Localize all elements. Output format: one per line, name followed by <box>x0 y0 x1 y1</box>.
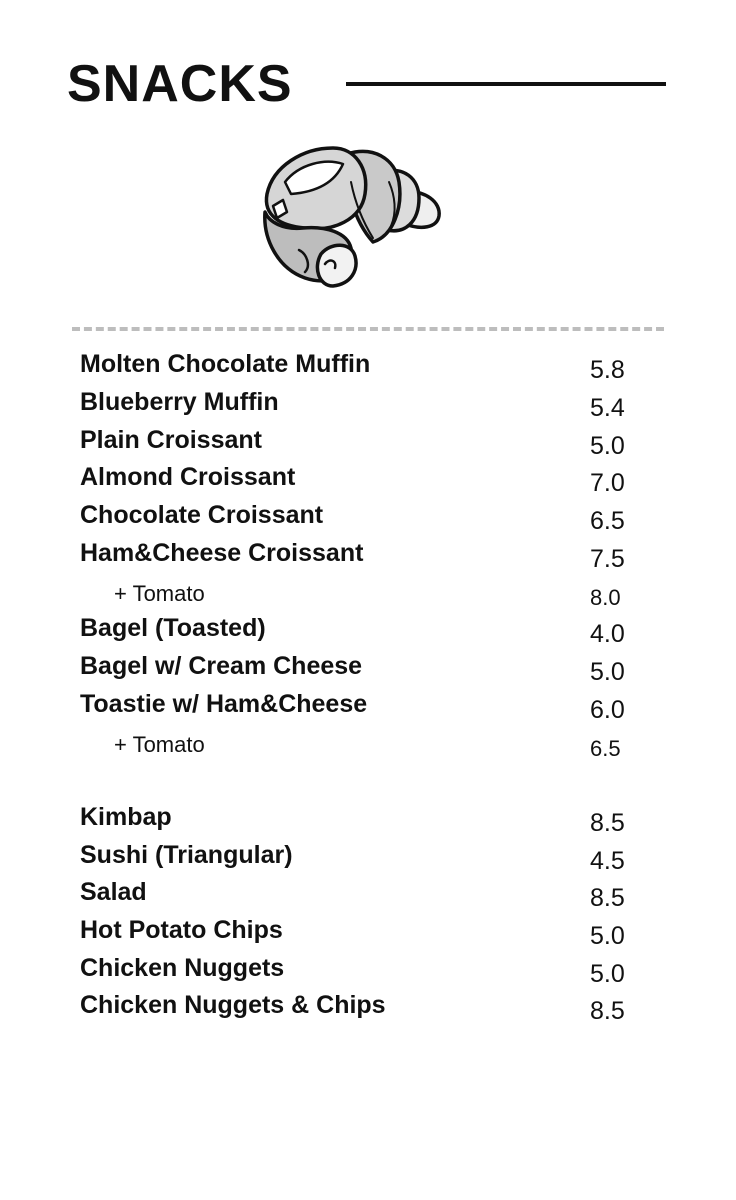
menu-item <box>0 843 736 881</box>
menu-item <box>0 428 736 466</box>
item-price: 5.0 <box>590 922 625 950</box>
menu-item <box>0 503 736 541</box>
menu-addon <box>0 579 736 617</box>
item-name: Salad <box>80 878 147 906</box>
item-price: 4.0 <box>590 620 625 648</box>
menu-addon <box>0 730 736 768</box>
item-price: 5.8 <box>590 356 625 384</box>
item-name: Kimbap <box>80 803 172 831</box>
menu-item <box>0 805 736 843</box>
item-name: Bagel (Toasted) <box>80 614 266 642</box>
addon-name: + Tomato <box>114 732 205 757</box>
menu-item <box>0 541 736 579</box>
croissant-icon <box>255 142 445 292</box>
item-name: Toastie w/ Ham&Cheese <box>80 690 368 718</box>
title-divider <box>346 82 666 86</box>
menu-item <box>0 654 736 692</box>
item-price: 4.5 <box>590 847 625 875</box>
item-name: Chocolate Croissant <box>80 501 324 529</box>
item-name: Ham&Cheese Croissant <box>80 539 364 567</box>
menu-item <box>0 465 736 503</box>
menu-item <box>0 692 736 730</box>
item-name: Sushi (Triangular) <box>80 841 293 869</box>
menu-item <box>0 918 736 956</box>
item-price: 5.4 <box>590 394 625 422</box>
item-price: 8.5 <box>590 884 625 912</box>
item-price: 7.5 <box>590 545 625 573</box>
item-price: 5.0 <box>590 960 625 988</box>
item-price: 7.0 <box>590 469 625 497</box>
item-name: Hot Potato Chips <box>80 916 283 944</box>
item-name: Almond Croissant <box>80 463 296 491</box>
section-divider <box>72 327 664 331</box>
item-price: 6.5 <box>590 507 625 535</box>
item-price: 6.0 <box>590 696 625 724</box>
item-name: Chicken Nuggets <box>80 954 285 982</box>
menu-item <box>0 956 736 994</box>
item-price: 5.0 <box>590 658 625 686</box>
item-price: 8.5 <box>590 809 625 837</box>
menu-item <box>0 352 736 390</box>
item-name: Chicken Nuggets & Chips <box>80 991 386 1019</box>
item-price: 5.0 <box>590 432 625 460</box>
item-name: Blueberry Muffin <box>80 388 279 416</box>
menu-item <box>0 390 736 428</box>
page-title: SNACKS <box>67 55 293 113</box>
addon-name: + Tomato <box>114 581 205 606</box>
item-name: Molten Chocolate Muffin <box>80 350 371 378</box>
menu-item <box>0 880 736 918</box>
menu-item <box>0 993 736 1031</box>
addon-price: 8.0 <box>590 585 621 610</box>
item-name: Plain Croissant <box>80 426 262 454</box>
item-name: Bagel w/ Cream Cheese <box>80 652 363 680</box>
item-price: 8.5 <box>590 997 625 1025</box>
menu-item <box>0 616 736 654</box>
addon-price: 6.5 <box>590 736 621 761</box>
